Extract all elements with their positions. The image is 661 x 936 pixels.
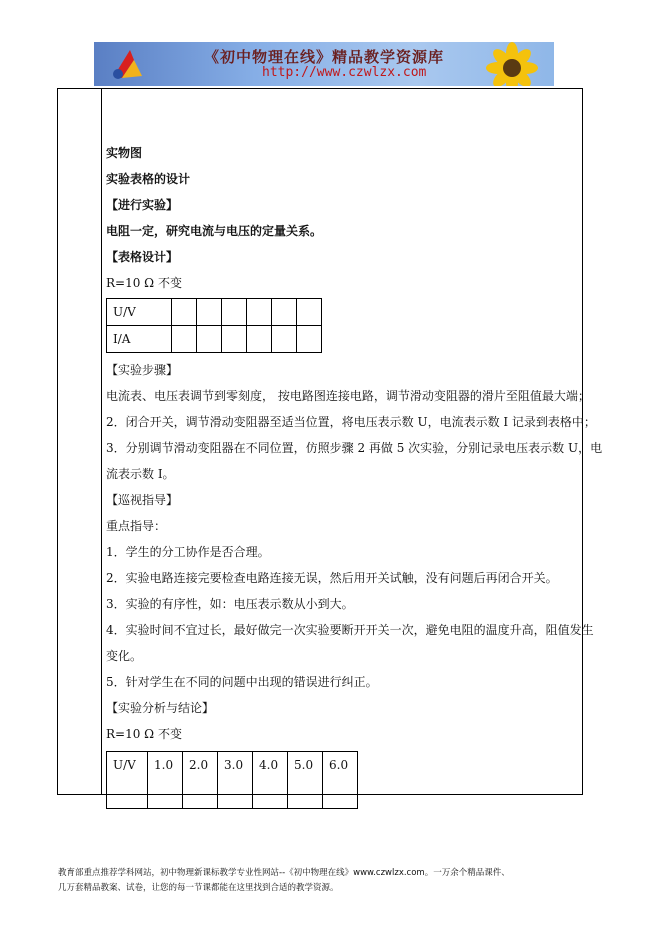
banner-title: 《初中物理在线》精品教学资源库 (204, 48, 445, 66)
step-1: 电流表、电压表调节到零刻度， 按电路图连接电路，调节滑动变阻器的滑片至阻值最大端； (106, 389, 590, 403)
experiment-goal: 电阻一定，研究电流与电压的定量关系。 (106, 224, 323, 238)
guidance-5: 5．针对学生在不同的问题中出现的错误进行纠正。 (106, 675, 378, 689)
table-cell: 6.0 (323, 752, 358, 809)
table-cell: 5.0 (288, 752, 323, 809)
table-cell (197, 299, 222, 326)
section-table-design: 实验表格的设计 (106, 172, 191, 186)
heading-experiment: 【进行实验】 (106, 198, 179, 212)
guidance-4: 4．实验时间不宜过长，最好做完一次实验要断开开关一次，避免电阻的温度升高，阻值发生 (106, 623, 594, 637)
step-3-cont: 流表示数 I。 (106, 467, 175, 481)
step-3: 3．分别调节滑动变阻器在不同位置，仿照步骤 2 再做 5 次实验，分别记录电压表示数 U，电 (106, 441, 603, 455)
table-header-voltage: U/V (107, 752, 148, 809)
guidance-title: 重点指导： (106, 519, 167, 533)
section-physical-diagram: 实物图 (106, 146, 143, 160)
table-cell (272, 299, 297, 326)
table-cell (222, 326, 247, 353)
table-cell: 4.0 (253, 752, 288, 809)
heading-table-design: 【表格设计】 (106, 250, 179, 264)
header-banner (94, 42, 554, 86)
table-cell: 3.0 (218, 752, 253, 809)
table-cell (222, 299, 247, 326)
table-header-current: I/A (107, 326, 172, 353)
table-row (107, 299, 322, 326)
table-cell: 1.0 (148, 752, 183, 809)
table-cell (172, 299, 197, 326)
page-footer (58, 866, 618, 896)
site-logo-icon (108, 46, 148, 82)
table-row (107, 326, 322, 353)
banner-url[interactable]: http://www.czwlzx.com (262, 65, 427, 80)
table-cell (297, 299, 322, 326)
table-header-voltage: U/V (107, 299, 172, 326)
table-cell (247, 326, 272, 353)
footer-line-1: 教育部重点推荐学科网站，初中物理新课标教学专业性网站--《初中物理在线》www.czwlzx.com。一万余个精品课件、 (58, 868, 510, 878)
table-row (107, 752, 358, 809)
guidance-1: 1．学生的分工协作是否合理。 (106, 545, 270, 559)
data-table-1 (106, 298, 322, 353)
heading-steps: 【实验步骤】 (106, 363, 179, 377)
table-cell (172, 326, 197, 353)
guidance-4-cont: 变化。 (106, 649, 143, 663)
data-table-2 (106, 751, 358, 809)
guidance-2: 2．实验电路连接完要检查电路连接无误，然后用开关试触，没有问题后再闭合开关。 (106, 571, 558, 585)
heading-guidance: 【巡视指导】 (106, 493, 179, 507)
table-cell (272, 326, 297, 353)
resistance-label-2: R=10 Ω 不变 (106, 727, 182, 741)
table-cell (247, 299, 272, 326)
table-cell: 2.0 (183, 752, 218, 809)
heading-analysis: 【实验分析与结论】 (106, 701, 215, 715)
step-2: 2．闭合开关，调节滑动变阻器至适当位置，将电压表示数 U，电流表示数 I 记录到表格中； (106, 415, 596, 429)
footer-line-2: 几万套精品教案、试卷，让您的每一节课都能在这里找到合适的教学资源。 (58, 883, 339, 893)
lesson-content (106, 140, 603, 813)
sunflower-icon (476, 42, 548, 86)
table-cell (297, 326, 322, 353)
frame-inner-divider (101, 88, 102, 795)
table-cell (197, 326, 222, 353)
guidance-3: 3．实验的有序性，如：电压表示数从小到大。 (106, 597, 354, 611)
resistance-label: R=10 Ω 不变 (106, 276, 182, 290)
